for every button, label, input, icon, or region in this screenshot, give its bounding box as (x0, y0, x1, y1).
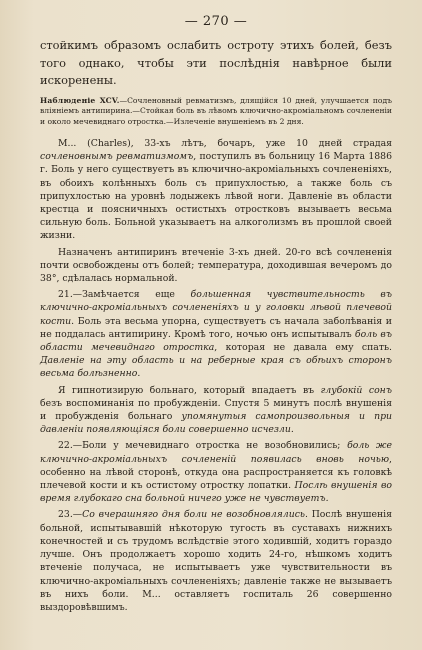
text-run: , поступилъ въ больницу 16 Марта 1886 г. Боль у него существуетъ въ ключично-акроміальныхъ сочлененіяхъ, въ обоихъ колѣнныхъ боль съ припухлостью, а также боль съ припухлостью на уровнѣ лодыжекъ лѣвой ноги. Давленіе въ области крестца и поясничныхъ остистыхъ отростковъ вызываетъ весьма сильную боль. Больной указываетъ на алкоголизмъ въ прошлой своей жизни. (40, 151, 392, 242)
emphasized-text: Давленіе на эту область и на реберные края съ обѣихъ сторонъ весьма болѣзненно. (40, 355, 392, 380)
text-run: 22.—Боли у мечевиднаго отростка не возобновились; (58, 440, 348, 452)
text-run: 21.—Замѣчается еще (58, 289, 191, 301)
emphasized-text: упомянутыя самопроизвольныя и при давленіи появляющіяся боли совершенно исчезли. (40, 411, 393, 436)
emphasized-text: большенная чувствительность въ ключично-акроміальныхъ сочлененіяхъ и у головки лѣвой плечевой кости (40, 289, 393, 327)
emphasized-text: глубокій сонъ (320, 384, 393, 396)
text-run: , особенно на лѣвой сторонѣ, откуда она распространяется къ головкѣ плечевой кости и къ остистому отростку лопатки. (40, 453, 392, 492)
case-paragraph (40, 288, 392, 380)
observation-summary (40, 96, 392, 128)
text-run: M... (Charles), 33-хъ лѣтъ, бочаръ, уже 10 дней страдая (58, 138, 392, 149)
emphasized-text: Послѣ внушенія во время глубокаго сна больной ничего уже не чувствуетъ. (40, 480, 392, 505)
text-run: безъ воспоминанія по пробужденіи. Спустя 5 минутъ послѣ внушенія и пробужденія больнаго (40, 397, 392, 423)
case-paragraph (40, 508, 392, 614)
case-body (40, 137, 392, 614)
observation-heading: Наблюденіе XCV. (40, 95, 120, 105)
page-number: — 270 — (184, 14, 248, 29)
continuation-paragraph: стойкимъ образомъ ослабить остроту этихъ болей, безъ того однако, чтобы эти послѣднія навѣрное были искоренены. (40, 38, 392, 87)
text-run: . Боль эта весьма упорна, существуетъ съ начала заболѣванія и не поддалась антипирину. Кромѣ того, ночью онъ испытывалъ (40, 315, 392, 340)
emphasized-text: Со вчерашняго дня боли не возобновлялись (82, 509, 305, 521)
emphasized-text: боль въ области мечевиднаго отростка (40, 328, 392, 354)
case-paragraph (40, 137, 392, 243)
text-run: Я гипнотизирую больнаго, который впадаетъ въ (58, 384, 321, 396)
case-paragraph (40, 246, 392, 286)
observation-text: —Сочленовный ревматизмъ, длящійся 10 дней, улучшается подъ вліяніемъ антипирина.—Стойкая боль въ лѣвомъ ключично-акроміальномъ сочлененіи и около мечевиднаго отростка.—Излеченіе внушеніемъ въ 2 дня. (40, 95, 392, 126)
emphasized-text: боль же ключично-акроміальныхъ сочлененій появилась вновь ночью (40, 440, 393, 465)
text-run: . Послѣ внушенія больной, испытывавшій нѣкоторую тугость въ суставахъ нижнихъ конечностей и съ трудомъ вслѣдствіе этого ходившій, ходитъ гораздо лучше. Онъ продолжаетъ хорошо ходить 24-го, нѣшкомъ ходитъ втеченіе получаса, не испытываетъ уже чувствительности въ ключично-акроміальныхъ сочлененіяхъ; давленіе также не вызываетъ въ нихъ боли. М... оставляетъ госпиталь 26 совершенно выздоровѣвшимъ. (40, 509, 392, 613)
emphasized-text: сочленовнымъ ревматизмомъ (40, 151, 194, 163)
text-run: , которая не давала ему спать. (214, 342, 392, 354)
case-paragraph (40, 439, 392, 505)
text-run: 23.— (58, 509, 83, 521)
case-paragraph (40, 384, 392, 437)
text-run: Назначенъ антипиринъ втеченіе 3-хъ дней. 20-го всѣ сочлененія почти освобождены отъ болей; температура, доходившая вечеромъ до 38°, сдѣлалась нормальной. (40, 246, 392, 285)
